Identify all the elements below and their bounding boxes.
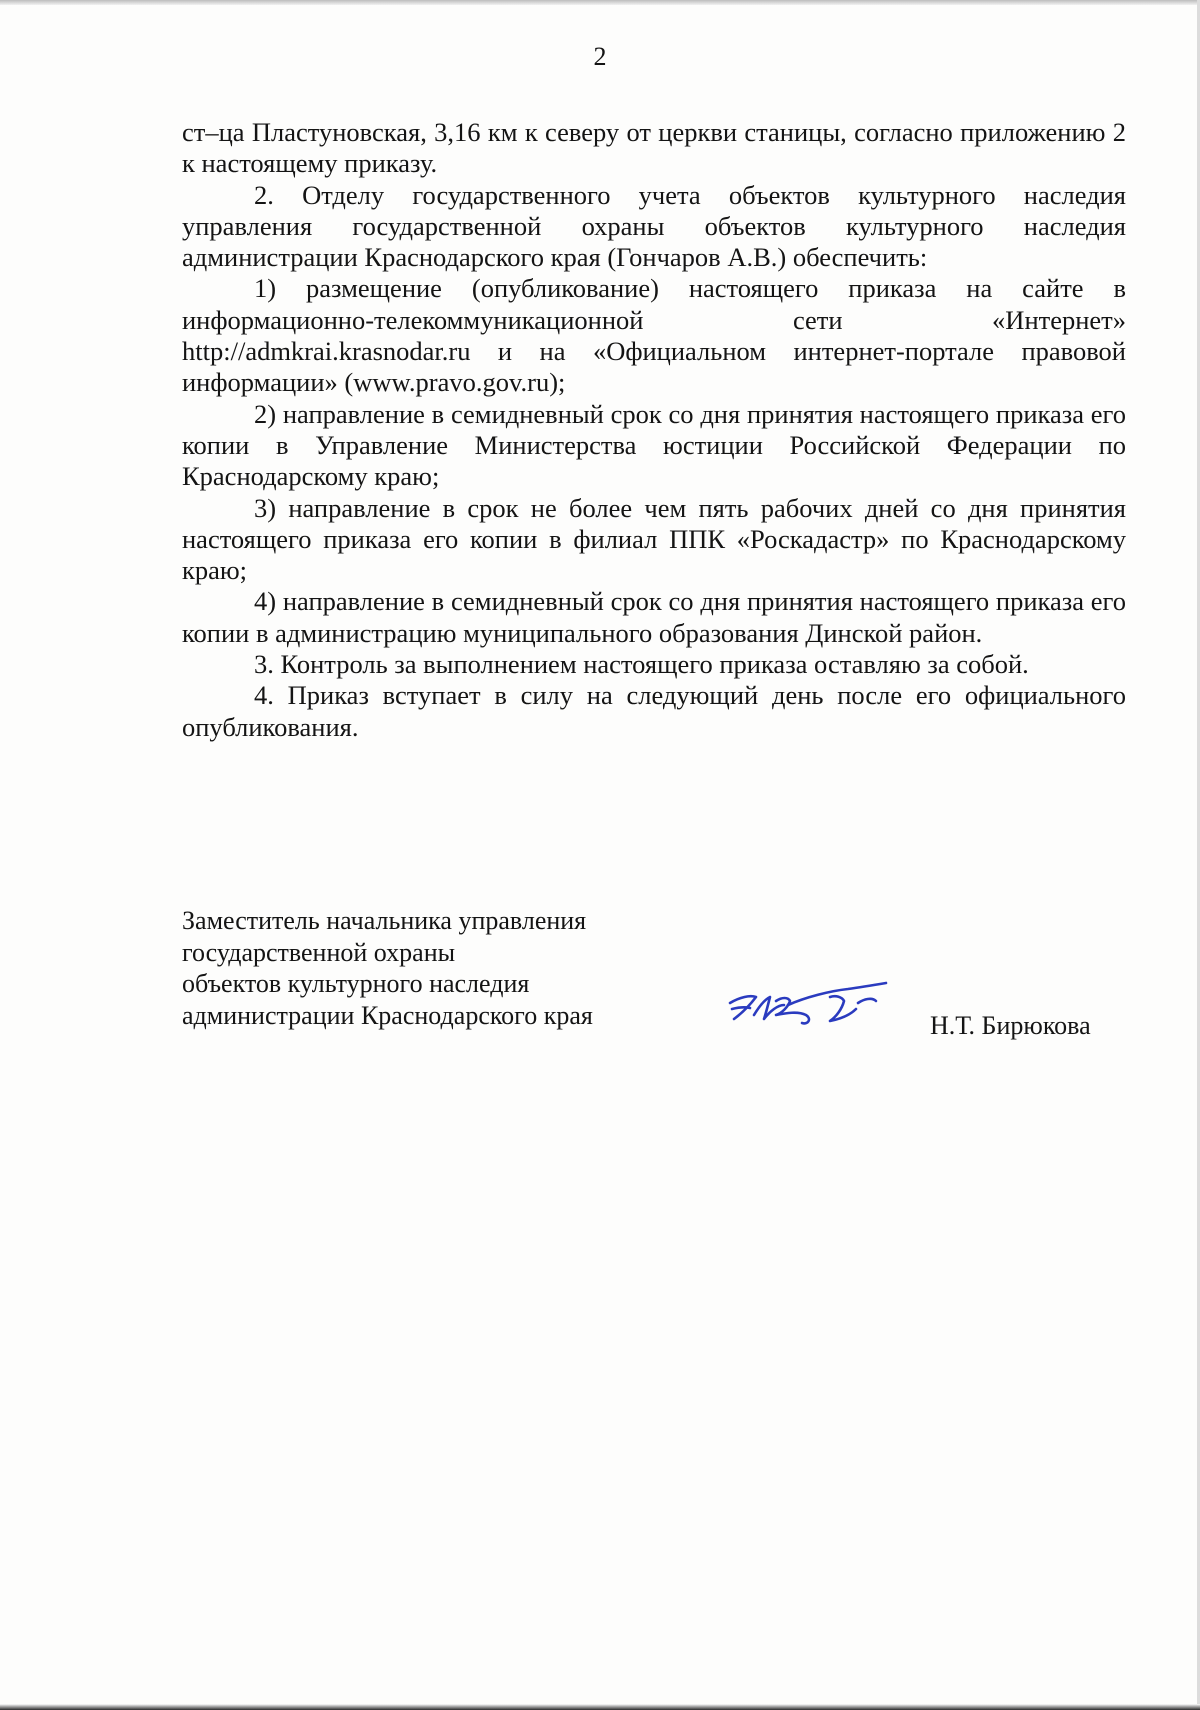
scan-bottom-edge <box>0 1704 1200 1710</box>
signer-position-line: государственной охраны <box>182 937 456 967</box>
signer-position-line: администрации Краснодарского края <box>182 1000 593 1030</box>
paragraph-subitem-3: 3) направление в срок не более чем пять рабочих дней со дня принятия настоящего приказа его копии в филиал ППК «Роскадастр» по Краснодарскому краю; <box>182 492 1126 586</box>
page-number: 2 <box>593 42 607 71</box>
signer-position <box>182 905 742 1031</box>
paragraph-subitem-4: 4) направление в семидневный срок со дня принятия настоящего приказа его копии в администрацию муниципального образования Динской район. <box>182 586 1126 648</box>
paragraph-item-4: 4. Приказ вступает в силу на следующий день после его официального опубликования. <box>182 680 1126 742</box>
signer-position-line: объектов культурного наследия <box>182 969 530 998</box>
scan-top-edge <box>0 0 1200 5</box>
signer-position-line: Заместитель начальника управления <box>182 906 587 935</box>
paragraph-item-3: 3. Контроль за выполнением настоящего приказа оставляю за собой. <box>254 649 1029 680</box>
paragraph-continuation: ст–ца Пластуновская, 3,16 км к северу от церкви станицы, согласно приложению 2 к настоящему приказу. <box>182 117 1126 179</box>
paragraph-subitem-1: 1) размещение (опубликование) настоящего приказа на сайте в информационно-телекоммуникационной сети «Интернет» http://admkrai.krasnodar.ru и на «Официальном интернет-портале правовой информации» (www.pravo.gov.ru); <box>182 273 1126 398</box>
paragraph-item-2: 2. Отделу государственного учета объектов культурного наследия управления государственной охраны объектов культурного наследия администрации Краснодарского края (Гончаров А.В.) обеспечить: <box>182 179 1126 273</box>
document-body <box>182 117 1126 743</box>
paragraph-subitem-2: 2) направление в семидневный срок со дня принятия настоящего приказа его копии в Управление Министерства юстиции Российской Федерации по Краснодарскому краю; <box>182 398 1126 492</box>
signer-name: Н.Т. Бирюкова <box>930 1011 1091 1040</box>
handwritten-signature <box>726 975 896 1041</box>
